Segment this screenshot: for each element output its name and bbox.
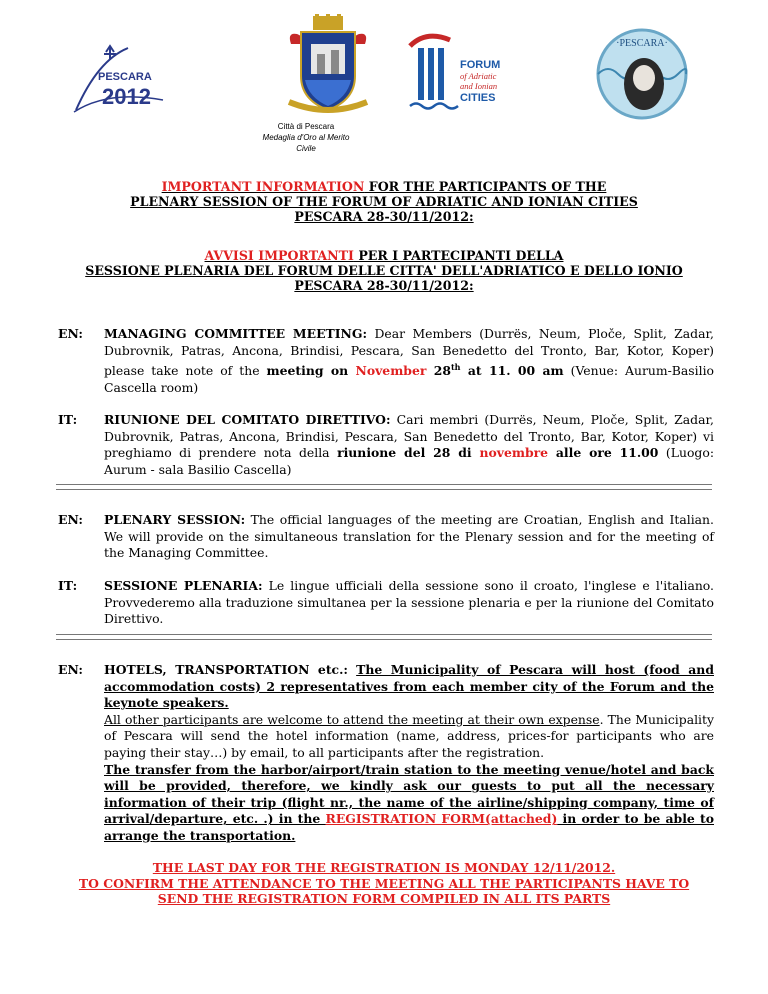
heading-english-line2: PLENARY SESSION OF THE FORUM OF ADRIATIC AND IONIAN CITIES — [130, 194, 638, 209]
city-caption-medal: Medaglia d'Oro al Merito Civile — [262, 133, 350, 153]
pescara-seal-text: ·PESCARA· — [616, 38, 668, 49]
city-caption — [256, 121, 356, 154]
venue-text: (Luogo: Aurum - sala Basilio Cascella) — [104, 445, 714, 477]
lang-label-it: IT: — [58, 578, 78, 593]
deadline-line1: THE LAST DAY FOR THE REGISTRATION IS MONDAY 12/11/2012. — [152, 860, 616, 875]
meeting-time: alle ore 11.00 — [548, 445, 659, 461]
section-text: Cari membri (Durrës, Neum, Ploče, Split, Zadar, Dubrovnik, Patras, Ancona, Brindisi, Pescara, San Benedetto del Tronto, Bar, Kotor, Koper) vi preghiamo di prendere nota della — [104, 412, 714, 461]
forum-logo-line2: of Adriatic — [460, 71, 497, 81]
divider — [56, 484, 712, 490]
section-label: PLENARY SESSION: — [104, 512, 246, 527]
pescara-2012-logo — [68, 40, 168, 118]
section-text: Le lingue ufficiali della sessione sono il croato, l'inglese e l'italiano. Provvederemo alla traduzione simultanea per la sessione plenaria e per la riunione del Comitato Direttivo. — [104, 578, 714, 627]
section-managing-committee-it — [58, 412, 714, 478]
section-plenary-en — [58, 512, 714, 562]
lang-label-it: IT: — [58, 412, 78, 427]
section-plenary-it — [58, 578, 714, 628]
pescara-2012-bottom-text: 2012 — [102, 84, 151, 109]
section-label: SESSIONE PLENARIA: — [104, 578, 263, 593]
section-hotels-transport-en — [58, 662, 714, 845]
registration-form-link[interactable]: REGISTRATION FORM(attached) — [325, 811, 558, 827]
forum-logo-line1: FORUM — [460, 59, 501, 71]
meeting-time: at 11. 00 am — [460, 363, 564, 379]
heading-english — [60, 179, 708, 224]
ordinal-suffix: th — [450, 362, 461, 373]
heading-italian — [60, 248, 708, 293]
registration-deadline-notice — [60, 860, 708, 907]
coat-of-arms-logo — [283, 14, 373, 120]
heading-italian-highlight: AVVISI IMPORTANTI — [204, 248, 354, 263]
deadline-line2: TO CONFIRM THE ATTENDANCE TO THE MEETING ALL THE PARTICIPANTS HAVE TO — [78, 875, 690, 891]
heading-italian-line2: SESSIONE PLENARIA DEL FORUM DELLE CITTA' DELL'ADRIATICO E DELLO IONIO — [85, 263, 683, 278]
venue-text: (Venue: Aurum-Basilio Cascella room) — [104, 363, 715, 395]
own-expense-notice: All other participants are welcome to attend the meeting at their own expense — [104, 711, 600, 727]
heading-italian-line1: PER I PARTECIPANTI DELLA — [353, 248, 564, 263]
hosting-notice: The Municipality of Pescara will host (food and accommodation costs) 2 representatives from each member city of the Forum and the keynote speakers. — [104, 662, 714, 711]
section-text: Dear Members (Durrës, Neum, Ploče, Split, Zadar, Dubrovnik, Patras, Ancona, Brindisi, Pescara, San Benedetto del Tronto, Bar, Kotor, Koper) please take note of the — [104, 326, 714, 379]
divider — [56, 634, 712, 640]
deadline-line3: SEND THE REGISTRATION FORM COMPILED IN ALL ITS PARTS — [157, 891, 611, 906]
lang-label-en: EN: — [58, 662, 83, 677]
section-label: MANAGING COMMITTEE MEETING: — [104, 326, 368, 341]
lang-label-en: EN: — [58, 512, 83, 527]
pescara-seal-logo — [584, 26, 700, 120]
forum-logo-line3: and Ionian — [460, 81, 498, 91]
heading-english-line3: PESCARA 28-30/11/2012: — [294, 209, 474, 224]
section-label: HOTELS, TRANSPORTATION etc.: — [104, 662, 348, 677]
heading-english-highlight: IMPORTANT INFORMATION — [161, 179, 365, 194]
transfer-notice: The transfer from the harbor/airport/train station to the meeting venue/hotel and back will be provided, therefore, we kindly ask our guests to put all the necessary information of their trip (flight nr., the name of the airline/shipping company, time of arrival/departure, etc. .) in the — [104, 761, 714, 827]
month-highlight: November — [355, 363, 427, 379]
heading-italian-line3: PESCARA 28-30/11/2012: — [294, 278, 474, 293]
lang-label-en: EN: — [58, 326, 83, 341]
transfer-notice-end: in order to be able to arrange the transportation. — [104, 811, 714, 843]
forum-logo-line4: CITIES — [460, 92, 496, 104]
heading-english-line1: FOR THE PARTICIPANTS OF THE — [364, 179, 607, 194]
section-text: The official languages of the meeting are Croatian, English and Italian. We will provide on the simultaneous translation for the Plenary session and for the meeting of the Managing Committee. — [104, 512, 714, 561]
meeting-date-text: meeting on — [266, 363, 356, 379]
pescara-2012-top-text: PESCARA — [98, 71, 152, 83]
hotel-info-text: . The Municipality of Pescara will send the hotel information (name, address, prices-for participants who are paying their stay…) by email, to all participants after the registration. — [104, 711, 714, 760]
city-caption-name: Città di Pescara — [277, 122, 335, 131]
section-managing-committee-en — [58, 326, 714, 397]
section-label: RIUNIONE DEL COMITATO DIRETTIVO: — [104, 412, 391, 427]
logo-row — [0, 0, 768, 130]
month-highlight: novembre — [479, 445, 549, 461]
forum-logo — [402, 26, 512, 118]
meeting-date-text: riunione del 28 di — [337, 445, 480, 461]
meeting-day: 28 — [426, 363, 451, 379]
